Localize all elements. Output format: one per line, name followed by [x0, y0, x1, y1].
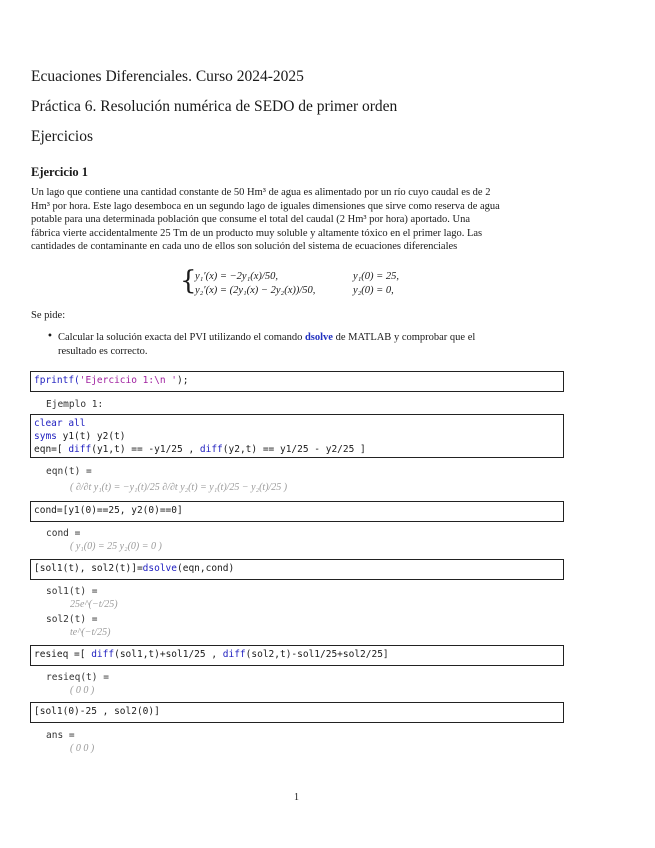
code-keyword: diff — [199, 444, 223, 455]
code-cell-check[interactable] — [30, 702, 564, 723]
code-line — [34, 430, 560, 443]
code-text: (eqn,cond) — [177, 563, 235, 574]
task-text — [58, 331, 548, 358]
output-eqn-label: eqn(t) = — [46, 466, 92, 477]
code-text: eqn=[ — [34, 444, 69, 455]
system-brace: { — [180, 266, 197, 296]
equation-1: y₁′(x) = −2y₁(x)/50, — [195, 271, 278, 282]
code-keyword: dsolve — [142, 563, 177, 574]
code-keyword: diff — [222, 649, 246, 660]
code-cell-eqn[interactable] — [30, 414, 564, 458]
equation-2-ic: y₂(0) = 0, — [353, 285, 394, 296]
output-cond-value: ( y₁(0) = 25 y₂(0) = 0 ) — [70, 541, 162, 552]
output-eqn-value: ( ∂/∂t y₁(t) = −y₁(t)/25 ∂/∂t y₂(t) = y₁(t)/25 − y₂(t)/25 ) — [70, 482, 288, 493]
code-text: y1(t) y2(t) — [56, 431, 126, 442]
output-ans-label: ans = — [46, 730, 75, 741]
code-text: [sol1(t), sol2(t)]= — [34, 563, 143, 574]
task-after: de MATLAB y comprobar que el — [332, 332, 476, 343]
statement-line: fábrica vierte accidentalmente 25 Tm de un producto muy soluble y altamente tóxico en el primer lago. Las — [31, 227, 483, 239]
code-keyword: diff — [91, 649, 115, 660]
output-sol1-value: 25e^(−t/25) — [70, 599, 118, 610]
code-line: clear all — [34, 418, 86, 429]
equation-2: y₂′(x) = (2y₁(x) − 2y₂(x))/50, — [195, 285, 316, 296]
output-resieq-value: ( 0 0 ) — [70, 685, 95, 696]
code-text: (y1,t) == -y1/25 , — [91, 444, 200, 455]
exercise-title: Ejercicio 1 — [31, 165, 89, 179]
output-ejemplo: Ejemplo 1: — [46, 399, 104, 410]
output-cond-label: cond = — [46, 528, 81, 539]
equation-1-ic: y₁(0) = 25, — [353, 271, 400, 282]
code-text: [sol1(0)-25 , sol2(0)] — [34, 706, 160, 717]
statement-line: Hm³ por hora. Este lago desemboca en un segundo lago de iguales dimensiones que sirve como reserva de agua — [31, 200, 500, 212]
output-sol1-label: sol1(t) = — [46, 586, 98, 597]
code-cell-fprintf[interactable] — [30, 371, 564, 392]
code-cell-dsolve[interactable] — [30, 559, 564, 580]
code-line — [34, 443, 560, 456]
code-end: ); — [177, 375, 189, 386]
exercise-statement — [31, 186, 556, 254]
code-fn: fprintf( — [34, 375, 80, 386]
code-text: (sol1,t)+sol1/25 , — [114, 649, 223, 660]
page-number: 1 — [294, 792, 299, 803]
code-text: (y2,t) == y1/25 - y2/25 ] — [222, 444, 366, 455]
task-line2: resultado es correcto. — [58, 345, 148, 357]
output-resieq-label: resieq(t) = — [46, 672, 109, 683]
output-sol2-label: sol2(t) = — [46, 614, 98, 625]
output-sol2-value: te^(−t/25) — [70, 627, 111, 638]
statement-line: potable para una determinada población que consume el total del caudal (2 Hm³ por hora) aportado. Una — [31, 214, 471, 225]
code-text: resieq =[ — [34, 649, 92, 660]
code-cell-resieq[interactable] — [30, 645, 564, 666]
code-text: (sol2,t)-sol1/25+sol2/25] — [245, 649, 389, 660]
code-string: 'Ejercicio 1:\n ' — [79, 375, 177, 386]
practice-title: Práctica 6. Resolución numérica de SEDO de primer orden — [31, 98, 398, 115]
output-ans-value: ( 0 0 ) — [70, 743, 95, 754]
course-title: Ecuaciones Diferenciales. Curso 2024-2025 — [31, 68, 304, 85]
task-before: Calcular la solución exacta del PVI utilizando el comando — [58, 332, 305, 343]
statement-line: Un lago que contiene una cantidad constante de 50 Hm³ de agua es alimentado por un río cuyo caudal es de 2 — [31, 187, 491, 198]
bullet-icon: • — [47, 331, 53, 342]
code-text: cond=[y1(0)==25, y2(0)==0] — [34, 505, 183, 516]
section-title: Ejercicios — [31, 128, 93, 145]
statement-line: cantidades de contaminante en cada uno de ellos son solución del sistema de ecuaciones diferenciales — [31, 241, 458, 252]
dsolve-link[interactable]: dsolve — [304, 332, 333, 343]
code-keyword: diff — [68, 444, 92, 455]
se-pide: Se pide: — [31, 310, 66, 321]
code-cell-cond[interactable] — [30, 501, 564, 522]
code-keyword: syms — [34, 431, 57, 442]
